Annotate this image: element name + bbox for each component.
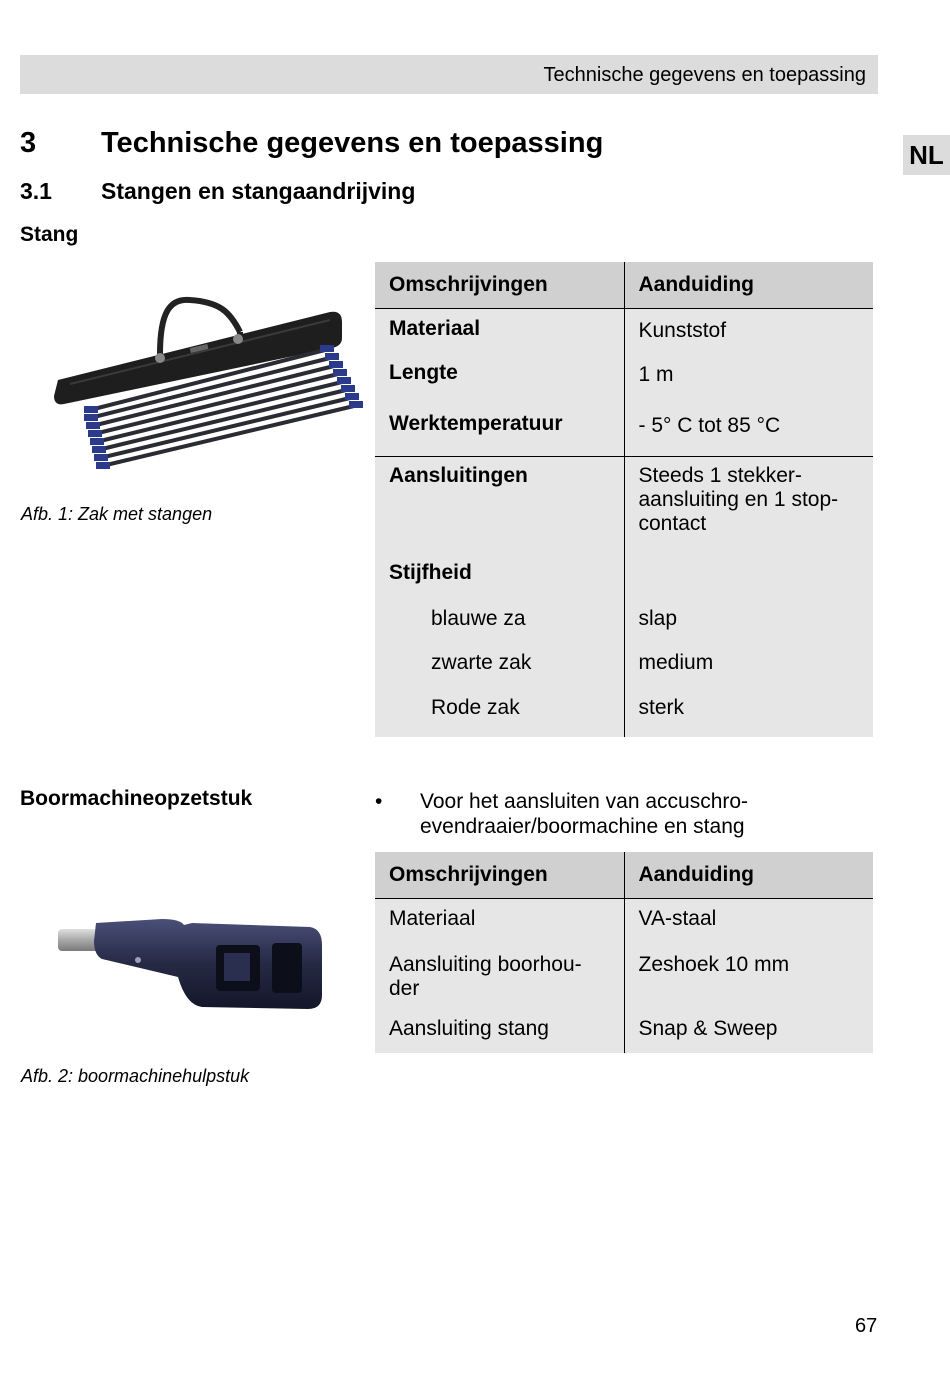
bullet-text: Voor het aansluiten van accuschro- evendraaier/boormachine en stang [420,790,749,838]
language-tab: NL [903,135,950,175]
row-value: Steeds 1 stekker- aansluiting en 1 stop- contact [624,457,873,562]
table-header-row [375,262,873,309]
row-value: 1 m [624,354,873,406]
row-value [624,561,873,607]
subsection-title: Stangen en stangaandrijving [101,178,416,204]
row-value: Zeshoek 10 mm [624,945,873,1013]
row-value: Kunststof [624,309,873,355]
row-label: Aansluiting boorhou- der [389,953,582,1000]
stang-heading: Stang [20,223,79,246]
table-row [375,457,873,562]
boormachine-spec-table [375,852,873,1053]
row-label: zwarte zak [431,651,532,674]
row-value: medium [624,651,873,696]
column-header: Aanduiding [624,852,873,899]
table-header-row [375,852,873,899]
row-label: Rode zak [431,696,520,719]
running-header [20,55,878,94]
table-row [375,1013,873,1053]
table-row [375,607,873,651]
table-row [375,651,873,696]
page-number: 67 [855,1315,878,1337]
column-header: Omschrijvingen [375,262,624,309]
table-row [375,354,873,406]
row-label: Stijfheid [389,561,472,584]
row-value: VA-staal [624,899,873,946]
stang-spec-table [375,262,873,737]
row-label: Materiaal [389,317,481,340]
row-value: slap [624,607,873,651]
bullet-dot-icon: • [375,790,383,813]
section-title: Technische gegevens en toepassing [101,127,604,159]
section-number: 3 [20,127,37,159]
table-row [375,309,873,355]
boormachine-heading: Boormachineopzetstuk [20,787,253,810]
row-value: - 5° C tot 85 °C [624,406,873,457]
column-header: Omschrijvingen [375,852,624,899]
figure-2-caption: Afb. 2: boormachinehulpstuk [21,1066,250,1086]
drill-adapter-image [52,905,327,1020]
figure-1-caption: Afb. 1: Zak met stangen [21,504,213,524]
row-label: blauwe za [431,607,526,630]
subsection-number: 3.1 [20,178,52,204]
row-value: sterk [624,696,873,737]
bag-with-rods-image [50,292,365,482]
row-value: Snap & Sweep [624,1013,873,1053]
table-row [375,561,873,607]
table-row [375,406,873,457]
row-label: Aansluitingen [375,457,624,562]
row-label: Materiaal [389,907,476,930]
column-header: Aanduiding [624,262,873,309]
row-label: Lengte [389,361,458,384]
table-row [375,696,873,737]
running-header-title: Technische gegevens en toepassing [543,64,866,86]
table-row [375,945,873,1013]
row-label: Werktemperatuur [389,412,563,435]
table-row [375,899,873,946]
row-label: Aansluiting stang [389,1017,549,1040]
